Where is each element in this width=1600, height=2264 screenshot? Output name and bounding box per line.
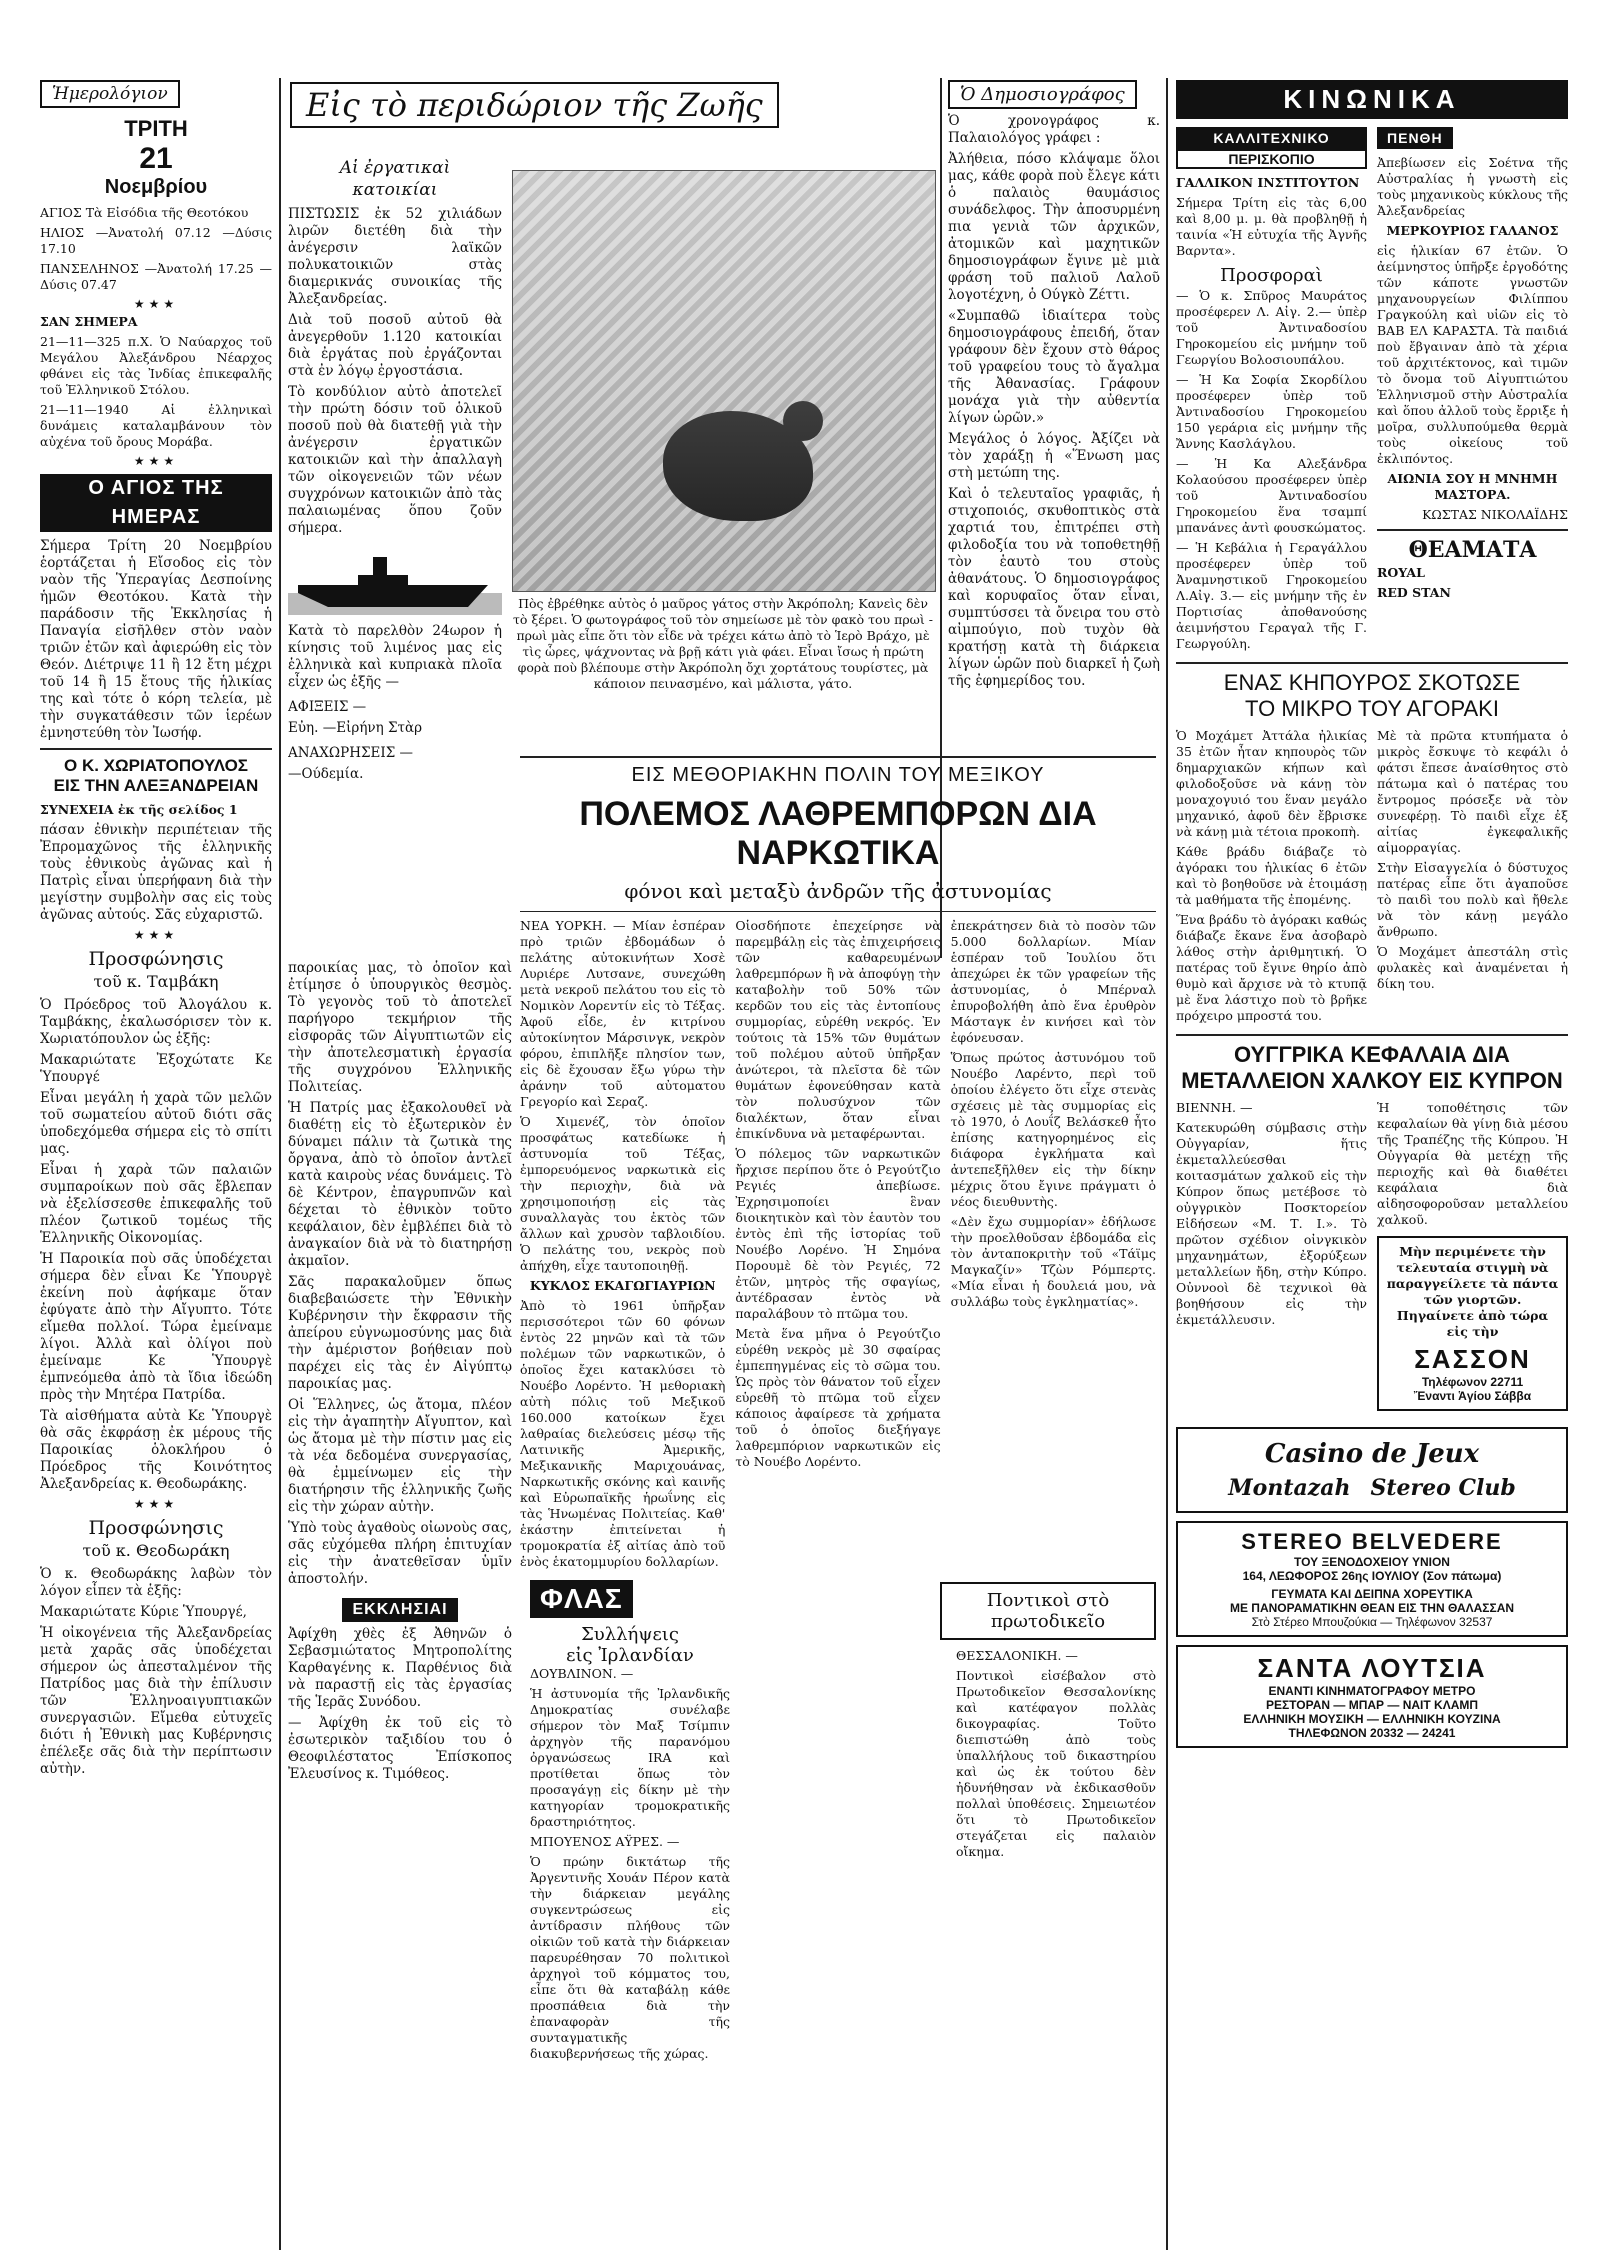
belvedere-title: STEREO BELVEDERE <box>1241 1529 1503 1554</box>
chariatopoulos-text-10: Ἡ οἰκογένεια τῆς Ἀλεξανδρείας μετὰ χαρᾶς σᾶς ὑποδέχεται σήμερον ὡς ἀπεσταλμένον τῆς Πατρίδος μας διὰ τὴν ἐπίλυσιν τῶν Ἑλληνοαιγυπτιακῶν συνεργασιῶν. Εἴμεθα εὐτυχεῖς διότι ἡ Ἐθνικὴ μας Κυβέρνησις ἐπέλεξε σᾶς διὰ τὴν περίπτωσιν αὐτὴν. <box>40 1625 272 1777</box>
santa-lucia-line-4: ΤΗΛΕΦΩΝΟΝ 20332 — 24241 <box>1288 1726 1456 1740</box>
chariatopoulos-text-7: Τὰ αἰσθήματα αὐτὰ Κε Ὑπουργὲ θὰ σᾶς ἐκφράσῃ ἐκ μέρους τῆς Παροικίας ὁλοκλήρου ὁ Πρόεδρος τῆς Κοινότητος Ἀλεξανδρείας κ. Θεοδωράκης. <box>40 1408 272 1492</box>
mourning-closing: ΑΙΩΝΙΑ ΣΟΥ Η ΜΝΗΜΗ ΜΑΣΤΟΡΑ. <box>1387 471 1558 502</box>
mexico-col3-c: «Δὲν ἔχω συμμορίαν» ἐδήλωσε τὴν προελθοῦσαν ἑβδομάδα εἰς τὸν ἀνταποκριτὴν τοῦ «Τάϊμς Μαγκαζίν» Τζὼν Ρόμπερτς. «Μία εἶναι ἡ δουλειά μου, νὰ συλλάβω τοὺς ἐγκληματίας». <box>950 1214 1156 1309</box>
copper-text-2: Ἡ τοποθέτησις τῶν κεφαλαίων θὰ γίνῃ διὰ μέσου τῆς Τραπέζης τῆς Κύπρου. Ἡ Οὐγγαρία θὰ μετέχῃ τῆς περιοχῆς καὶ θὰ διαθέτει κεφάλαια διὰ αἰδησοφοροῦσαν μεταλλείου χαλκοῦ. <box>1377 1100 1568 1227</box>
chariatopoulos-colb-4: Οἱ Ἕλληνες, ὡς ἄτομα, πλέον εἰς τὴν ἀγαπητὴν Αἴγυπτον, καὶ ὡς ἄτομα μὲ τὴν πίστιν μας εἰς τὰ νέα δεδομένα συνεργασίας, θὰ ἐμμείνωμεν εἰς τὴν διατήρησιν τῆς ἑλληνικῆς ζωῆς εἰς τὴν χώραν αὐτὴν. <box>288 1397 512 1515</box>
journalist-header: Ὁ Δημοσιογράφος <box>948 80 1137 109</box>
today-event-2: 21—11—1940 Αἱ ἑλληνικαὶ δυνάμεις καταλαμβάνουν τὸν αὐχένα τοῦ ὄρους Μοράβα. <box>40 402 272 449</box>
gardener-columns <box>1176 728 1568 1028</box>
cat-photo <box>512 170 936 592</box>
saint-of-day-text: Σήμερα Τρίτη 20 Νοεμβρίου ἑορτάζεται ἡ Εἴσοδος εἰς τὸν ναὸν τῆς Ὑπεραγίας Δεσποίνης ἡμῶν Θεοτόκου. Κατὰ τὴν παράδοσιν τῆς Ἐκκλησίας ἡ Παναγία εἰσῆλθεν στὸν ναὸν τριῶν ἐτῶν καὶ ἀφιερώθη εἰς τὸν Θεόν. Διέτριψε 11 ἢ 12 ἔτη μέχρι τοῦ 14 ἢ 15 ἔτους τῆς ἡλικίας της καὶ τότε ὁ κόρη τελεία, μὲ τὴν συγκατάθεσιν τῶν ἱερέων ἐμνηστεύθη τὸν Ἰωσήφ. <box>40 538 272 741</box>
flash-text-2: Ὁ πρώην δικτάτωρ τῆς Ἀργεντινῆς Χουάν Πέρον κατὰ τὴν διάρκειαν μεγάλης συγκεντρώσεως εἰς ἀντίδρασιν πλήθους τῶν οἰκιῶν τοῦ κατὰ τὴν διάρκειαν παρευρέθησαν 70 πολιτικοὶ ἀρχηγοὶ τοῦ κόμματος του, εἶπε ὅτι θὰ καταβάλῃ κάθε προσπάθεια διὰ τὴν ἐπαναφορὰν τῆς συνταγματικῆς διακυβερνήσεως τῆς χώρας. <box>530 1854 730 2061</box>
life-header-title: Εἰς τὸ περιδώριον τῆς Ζωῆς <box>290 82 779 128</box>
sasson-address: Ἔναντι Ἁγίου Σάββα <box>1413 1389 1532 1403</box>
chariatopoulos-colb-5: Ὑπὸ τοὺς ἀγαθοὺς οἰωνοὺς σας, σᾶς εὐχόμεθα πλήρη ἐπιτυχίαν εἰς τὴν ἀνατεθεῖσαν ὑμῖν ἀποστολήν. <box>288 1520 512 1587</box>
gardener-headline-2: ΤΟ ΜΙΚΡΟ ΤΟΥ ΑΓΟΡΑΚΙ <box>1245 696 1499 721</box>
gardener-text-5: Στὴν Εἰσαγγελία ὁ δύστυχος πατέρας εἶπε ὅτι ἀγαποῦσε τὸ παιδὶ του πολὺ καὶ ἤθελε νὰ τὸν κάνῃ μεγάλο ἄνθρωπο. <box>1377 860 1568 939</box>
calendar-month: Νοεμβρίου <box>104 176 208 198</box>
church-text-1: Ἀφίχθη χθὲς ἐξ Ἀθηνῶν ὁ Σεβασμιώτατος Μητροπολίτης Καρθαγένης κ. Παρθένιος διὰ νὰ παραστῇ εἰς τὰς ἐργασίας τῆς Ἱερᾶς Συνόδου. <box>288 1626 512 1710</box>
sasson-phone: Τηλέφωνον 22711 <box>1421 1375 1524 1389</box>
separator-stars: ★★★ <box>133 454 179 468</box>
copper-dateline: ΒΙΕΝΝΗ. — <box>1176 1100 1253 1115</box>
life-text-1: ΠΙΣΤΩΣΙΣ ἐκ 52 χιλιάδων λιρῶν διετέθη διὰ τὴν ἀνέγερσιν λαϊκῶν πολυκατοικιῶν στὰς διαμερικνάς συνοικίας τῆς Ἀλεξανδρείας. <box>288 206 502 307</box>
copper-col-2 <box>1377 1100 1568 1419</box>
mexico-col1-b: Ὁ Χιμενέζ, τὸν ὁποῖον προσφάτως κατεδίωκε ἡ ἀστυνομία τοῦ Τέξας, ἐμπορευόμενος ναρκωτικὰ εἰς τὴν περιοχὴν, διὰ νὰ χρησιμοποιήσῃ εἰς τὰς συναλλαγὰς του ἐκτὸς τῶν ἄλλων καὶ χρυσὸν ταβλοιδίου. Ὁ πελάτης του, νεκρὸς ποὺ ἀπήχθη, εἶχε ταυτοποιηθῇ. <box>520 1114 726 1273</box>
mexico-columns <box>520 918 1156 1574</box>
belvedere-ad <box>1176 1521 1568 1637</box>
chariatopoulos-text-4: Εἶναι μεγάλη ἡ χαρὰ τῶν μελῶν τοῦ σωματείου αὐτοῦ διότι σᾶς ὑποδεχόμεθα σήμερα εἰς τὸ σπίτι μας. <box>40 1090 272 1157</box>
gardener-text-4: Μὲ τὰ πρῶτα κτυπήματα ὁ μικρὸς ἔσκυψε τὸ κεφάλι ὁ φάτσι ἔπεσε ἀναίσθητος στὸ πάτωμα καὶ ὁ πατέρας του ἔντρομος πρόσεξε νὰ τὸν συνεφέρῃ. Τὸ παιδὶ εἶχε ἐξ αἰτίας ἐγκεφαλικῆς αἱμορραγίας. <box>1377 728 1568 855</box>
pontic-title-1: Ποντικοὶ στὸ <box>986 1590 1110 1611</box>
chariatopoulos-headline-1: Ο Κ. ΧΩΡΙΑΤΟΠΟΥΛΟΣ <box>64 756 248 775</box>
offer-2: — Ἡ Κα Σοφία Σκορδίλου προσέφερεν ὑπὲρ τοῦ Ἀντιναδοσίου Γηροκομείου 150 γεράρια εἰς μνήμην τῆς Ἄννης Κασλάγλου. <box>1176 372 1367 451</box>
ship-illustration <box>288 545 502 615</box>
cinema-logo-2: ΠΕΡΙΣΚΟΠΙΟ <box>1176 149 1367 169</box>
mexico-col3-a: ἐπεκράτησεν διὰ τὸ ποσὸν τῶν 5.000 δολλαρίων. Μίαν ἑσπέραν τοῦ Ἰουλίου ὅτι ἀπεχώρει ἐκ τῶν γραφείων τῆς ἀστυνομίας, ὁ Μπέρναλ ἐπυροβολήθη ἀπὸ ἕνα ἐρυθρὸν Μάσταγκ ἐν κινήσει καὶ τὸν ἐφόνευσαν. <box>950 918 1156 1045</box>
belvedere-line-3: ΓΕΥΜΑΤΑ ΚΑΙ ΔΕΙΠΝΑ ΧΟΡΕΥΤΙΚΑ <box>1271 1587 1473 1601</box>
life-column <box>288 80 502 920</box>
journalist-text-1: Ὁ χρονογράφος κ. Παλαιολόγος γράφει : <box>948 113 1160 146</box>
column-rule <box>1166 78 1168 2250</box>
today-event-1: 21—11—325 π.Χ. Ὁ Ναύαρχος τοῦ Μεγάλου Ἀλεξάνδρου Νέαρχος φθάνει εἰς τὰς Ἰνδίας ἐπικεφαλῆς τοῦ Ἑλληνικοῦ Στόλου. <box>40 334 272 397</box>
cinema-text: Σήμερα Τρίτη εἰς τὰς 6,00 καὶ 8,00 μ. μ. θὰ προβληθῇ ἡ ταινία «Ἡ εὐτυχία τῆς Ἀγνῆς Βαρντα». <box>1176 195 1367 258</box>
copper-text-1: Κατεκυρώθη σύμβασις στὴν Οὐγγαρίαν, ἥτις ἐκμεταλλεύεσθαι κοιτασμάτων χαλκοῦ εἰς τὴν Κύπρον ὅπως μετέβοσε τὸ οὐγγρικὸν Ποσκτορείον Εἰδήσεων «Μ. Τ. Ι.». Τὸ πρῶτον σχέδιον οἰνγκικὸν μηχανημάτων, ἐξορύξεων μεταλλείων ἤδη, στὴν Κύπρο. Οὐννοοὶ δὲ τεχνικοὶ θὰ βοηθήσουν εἰς τὴν ἐκμετάλλευσιν. <box>1176 1120 1367 1327</box>
journalist-text-3: «Συμπαθῶ ἰδιαίτερα τοὺς δημοσιογράφους ἐπειδή, ὅταν γράφουν δὲν ἔχουν στὸ θάρος τοῦ γραφείου τους τὸ ἄγαλμα τῆς Ἀθανασίας. Γράφουν μονάχα γιὰ τὴν αὐθεντία λίγων ὡρῶν.» <box>948 308 1160 426</box>
sasson-name: ΣΑΣΣΟΝ <box>1414 1344 1531 1374</box>
saint-logo-line2: ΗΜΕΡΑΣ <box>40 503 272 532</box>
gardener-col-1 <box>1176 728 1367 1028</box>
gardener-col-2 <box>1377 728 1568 1028</box>
mexico-col1-a: ΝΕΑ ΥΟΡΚΗ. — Μίαν ἑσπέραν πρὸ τριῶν ἐβδομάδων ὁ πελάτης αὐτοκινήτων Χοσὲ Λυριέρε Λυτσανε, συνεχώθη μετὰ νεκροῦ πελάτου του εἰς τὸ Νομικὸν Λορεντίν εἰς τὸ Τέξας. Ἀφοῦ εἶδε, ἐν κιτρίνου αὐτοκίνητον Μάρσινγκ, νεκρὸν φόρου, ἐπιπλῆξε πλησίον των, εἰς δὲ ἔχουσαν ἔξω γύρω τὴν ἀράνην τοῦ αὐτοματου Γρεγορίο καὶ Σεραζ. <box>520 918 726 1109</box>
calendar-day: ΤΡΙΤΗ <box>124 116 188 141</box>
shows-header: ΘΕΑΜΑΤΑ <box>1408 537 1537 563</box>
journalist-text-5: Καὶ ὁ τελευταῖος γραφιᾶς, ἡ στιχοποιός, σκυθοπτικὸς στὰ χαρτιά του, ἐπιτρέπει στὴ φιλοδοξία του νὰ τοποθετηθῇ τὸν ἑαυτὸ του στοὺς ἀθανάτους. Ὁ δημοσιογράφος καὶ κορυφαῖος ὅταν εἶναι, συμπτύσσει τὰ ὄνειρα του στὸ αἰμπούγιο, ποὺ τυχὸν θὰ κρατήσῃ κατὰ τὴ διάρκεια λίγων ὡρῶν ποὺ διαρκεῖ ἡ ζωὴ τῆς ἐφημερίδος του. <box>948 486 1160 689</box>
shows-item-2: RED STAN <box>1377 585 1451 600</box>
departures-list: —Ούδεμία. <box>288 766 364 782</box>
harbour-text: Κατὰ τὸ παρελθὸν 24ωρον ἡ κίνησις τοῦ λιμένος μας εἰς ἑλληνικὰ καὶ κυπριακὰ πλοῖα εἶχεν ὡς ἑξῆς — <box>288 623 502 690</box>
middle-left-column <box>288 960 512 2250</box>
greeting-2-title: Προσφώνησις <box>88 1517 224 1539</box>
life-subtitle-2: κατοικίαι <box>352 180 438 200</box>
column-rule <box>279 78 281 2250</box>
mourning-text-1: Ἀπεβίωσεν εἰς Σοέτνα τῆς Αὐστραλίας ἡ γνωστὴ εἰς τοὺς μηχανικοὺς κύκλους τῆς Ἀλεξανδρείας <box>1377 155 1568 218</box>
flash-logo: ΦΛΑΣ <box>530 1580 633 1618</box>
chariatopoulos-colb-1: παροικίας μας, τὸ ὁποῖον καὶ ἐτίμησε ὁ ὑπουργικὸς θεσμὸς. Τὸ γεγονὸς τοῦ τὸ ἀποτελεῖ παρήγορο τεκμήριον τῆς εἰσφορᾶς τῶν Αἰγυπτιωτῶν εἰς τὴν ἀποτελεσματικὴ ἐργασία τῆς συγχρόνου Ἑλληνικῆς Πολιτείας. <box>288 960 512 1095</box>
arrivals-list: Εὐη. —Εἰρήνη Στὰρ <box>288 720 423 736</box>
pontic-title-2: πρωτοδικεῖο <box>990 1611 1106 1632</box>
flash-block <box>530 1580 730 2066</box>
church-text-2: — Ἀφίχθη ἐκ τοῦ εἰς τὸ ἐσωτερικὸν ταξιδίου του ὁ Θεοφιλέστατος Ἐπίσκοπος Ἐλευσίνος κ. Τιμόθεος. <box>288 1715 512 1782</box>
flash-dateline-2: ΜΠΟΥΕΝΟΣ ΑΫΡΕΣ. — <box>530 1834 680 1849</box>
chariatopoulos-text-1: πάσαν ἐθνικὴν περιπέτειαν τῆς Ἐπρομαχῶνος τῆς ἑλληνικῆς τοὺς ἐθνικοὺς ἀγῶνας καὶ ἡ Πατρὶς εἶναι ὑπερήφανη διὰ τὴν μεγίστην συμβολὴν σας εἰς τοὺς ἀγῶνας αὐτούς. Σᾶς εὐχαριστῶ. <box>40 822 272 923</box>
ship-icon <box>288 545 502 615</box>
casino-line-2: Montazah <box>1228 1475 1351 1501</box>
divider <box>520 911 1156 912</box>
pontic-text: Ποντικοὶ εἰσέβαλον στὸ Πρωτοδικεῖον Θεσσαλονίκης καὶ κατέφαγον πολλὰς δικογραφίας. Τοῦτο διεπιστώθη ἀπὸ τοὺς ὑπαλλήλους τοῦ δικαστηρίου καὶ ὡς ἐκ τούτου δὲν ἠδυνήθησαν νὰ ἐκδικασθοῦν πολλαὶ ὑποθέσεις. Σημειωτέον ὅτι τὸ Πρωτοδικεῖον στεγάζεται εἰς παλαιὸν οἴκημα. <box>956 1668 1156 1859</box>
divider <box>520 756 1156 758</box>
photo-block <box>512 170 934 692</box>
right-column <box>1176 80 1568 2250</box>
mourning-signature: ΚΩΣΤΑΣ ΝΙΚΟΛΑΪΔΗΣ <box>1422 507 1568 522</box>
mourning-logo: ΠΕΝΘΗ <box>1377 127 1453 149</box>
departures-label: ΑΝΑΧΩΡΗΣΕΙΣ — <box>288 745 414 761</box>
flash-dateline: ΔΟΥΒΛΙΝΟΝ. — <box>530 1666 634 1681</box>
copper-col-1 <box>1176 1100 1367 1419</box>
pontic-dateline: ΘΕΣΣΑΛΟΝΙΚΗ. — <box>956 1648 1078 1663</box>
mexico-col-1 <box>520 918 725 1574</box>
continued-label: ΣΥΝΕΧΕΙΑ ἐκ τῆς σελίδος 1 <box>40 802 238 817</box>
copper-columns <box>1176 1100 1568 1419</box>
mourning-text-2: εἰς ἡλικίαν 67 ἐτῶν. Ὁ ἀείμνηστος ὑπῆρξε ἐργοδότης τῶν κάποτε γνωστῶν μηχανουργείων Φιλίππου Γραγκούλη καὶ υἱῶν εἰς τὸ ΒΑΒ ΕΛ ΚΑΡΑΣΤΑ. Τὰ παιδιά ποὺ ἔβγαιναν ἀπὸ τὰ χέρια τοῦ ἀρχιτέκτονος, καὶ τιμῶν τὸ ὄνομα τοῦ Αἰγυπτιώτου Ἑλληνισμοῦ στὴν Αὐστραλία καὶ ὅπου ἀλλοῦ τοὺς ἔρριξε ἡ μοῖρα, συλλυπούμεθα θερμὰ τοὺς οἰκείους τοῦ ἐκλιπόντος. <box>1377 243 1568 466</box>
gardener-text-1: Ὁ Μοχάμετ Ἀττάλα ἠλικίας 35 ἐτῶν ἦταν κηπουρὸς τῶν δημαρχιακῶν κήπων καὶ φιλοδοξοῦσε νὰ κάνῃ τὸν μοναχογυιό του ἕναν μεγάλο μηχανικό, ἀφοῦ δὲν ἔβρισκε νὰ κάνῃ μιὰ τέτοια προκοπὴ. <box>1176 728 1367 839</box>
chariatopoulos-text-8: Ὁ κ. Θεοδωράκης λαβὼν τὸν λόγον εἶπεν τὰ ἑξῆς: <box>40 1566 272 1599</box>
mexico-col-2 <box>735 918 940 1574</box>
saint-of-day-logo <box>40 474 272 532</box>
offers-header: Προσφοραὶ <box>1220 265 1323 286</box>
mexico-col2-c: Μετὰ ἕνα μῆνα ὁ Ρεγούτζιο εὑρέθη νεκρὸς μὲ 30 σφαίρας ἐμπεπηγμένας εἰς τὸ σῶμα του. Ὡς πρὸς τὸν θάνατον τοῦ εἶχεν εὑρεθῆ τὸ πτῶμα τοῦ εἶχεν κάποιος ἀφαίρεσε τὰ χρήματα τοῦ ὁ ὁποῖος διεξήγαγε λαθρεμπόριον ναρκωτικῶν εἰς τὸ Νουέβο Λορέντο. <box>735 1326 941 1469</box>
flash-title-1: Συλλήψεις <box>581 1624 679 1645</box>
santa-lucia-line-1: ΕΝΑΝΤΙ ΚΙΝΗΜΑΤΟΓΡΑΦΟΥ ΜΕΤΡΟ <box>1268 1684 1476 1698</box>
saint-logo-line1: Ο ΑΓΙΟΣ ΤΗΣ <box>40 474 272 503</box>
calendar-saint: ΑΓΙΟΣ Τὰ Εἰσόδια τῆς Θεοτόκου <box>40 205 249 220</box>
calendar-moon: ΠΑΝΣΕΛΗΝΟΣ —Ἀνατολή 17.25 —Δύσις 07.47 <box>40 261 272 292</box>
offer-1: — Ὁ κ. Σπῦρος Μαυράτος προσέφερεν Λ. Αἰγ. 2.— ὑπὲρ τοῦ Ἀντιναδοσίου Γηροκομείου εἰς μνήμην τοῦ Γεωργίου Βολοσιουπάλου. <box>1176 288 1367 367</box>
chariatopoulos-text-3: Μακαριώτατε Ἐξοχώτατε Κε Ὑπουργέ <box>40 1052 272 1085</box>
church-logo-wrap <box>288 1598 512 1622</box>
cinema-header: ΚΙΝΩΝΙΚΑ <box>1176 80 1568 119</box>
mexico-col2-b: Ὁ πόλεμος τῶν ναρκωτικῶν ἤρχισε περίπου ὅτε ὁ Ρεγούτζιο Ρεγιές ἀπεβίωσε. Ἐχρησιμοποίει ἓναν διοικητικὸν καὶ τὸν ἑαυτὸν του ἐντὸς ἐπὶ τῆς ἱστορίας τοῦ Νουέβο Λορένο. Ἡ Σημόνα Πορουμὲ δὲ τὸν Ρεγιές, 72 ἐτῶν, μητρὸς τῆς σφαγίως, ἀντέδρασαν ἐντὸς νὰ παραλάβουν τὸ πτῶμα του. <box>735 1146 941 1321</box>
gardener-text-3: Ἕνα βράδυ τὸ ἀγόρακι καθώς διάβαζε ἔκανε ἕνα ἀσοβαρὸ λάθος στὴν ἀριθμητική. Ὁ πατέρας τοῦ ἔγινε θηρίο ἀπὸ θυμὸ καὶ ἄρχισε νὰ τὸ κτυπᾷ μὲ ἕνα λάστιχο ποὺ τὸ βρῆκε πρόχειρο μπροστά του. <box>1176 912 1367 1023</box>
mexico-subhead: φόνοι καὶ μεταξὺ ἀνδρῶν τῆς ἀστυνομίας <box>624 879 1052 903</box>
pontic-box <box>940 1582 1156 1640</box>
journalist-text-2: Ἀλήθεια, πόσο κλάψαμε ὅλοι μας, κάθε φορὰ ποὺ ἔλεγε κάτι ὁ παλαιὸς θαυμάσιος συνάδελφος. Τὴν ἀποσυρμένη πια γενιὰ τῶν ἀρχικῶν, ἀτομικῶν καὶ μαχητικῶν δημοσιογράφων ἔγινε μὲ μιὰ φράση τοῦ παλιοῦ Λαλοῦ λογοτέχνη, ὁ Ούγκὸ Ζέττι. <box>948 151 1160 303</box>
mexico-col1-c: Ἀπὸ τὸ 1961 ὑπῆρξαν περισσότεροι τῶν 60 φόνων ἐντὸς 22 μηνῶν καὶ τὰ τῶν πολέμων τῶν ναρκωτικῶν, ὁ ὁποῖος ἔχει κατακλύσει τὸ Νουέβο Λορέντο. Ἡ μεθοριακὴ αὐτὴ πόλις τοῦ Μεξικοῦ 160.000 κατοίκων ἔχει λαθραίας διελεύσεις μέσῳ τῆς Λατινικῆς Ἀμερικῆς, Μεξικανικῆς Μαριχουάνας, Ναρκωτικῆς σκόνης καὶ καινῆς καὶ Εὐρωπαϊκῆς ἡρωΐνης εἰς τὰς Ἡνωμένας Πολιτείας. Καθ' ἑκάστην ἐπιτείνεται ἡ τρομοκρατία ἐξ αἰτίας ἀπὸ τοῦ ἑνὸς ἑκατομμυρίου δολλαρίων. <box>520 1298 726 1569</box>
chariatopoulos-text-9: Μακαριώτατε Κύριε Ὑπουργέ, <box>40 1604 247 1620</box>
mexico-col1-sub: ΚΥΚΛΟΣ ΕΚΑΓΩΓΙΑΥΡΙΩΝ <box>529 1278 716 1293</box>
mexico-kicker: ΕΙΣ ΜΕΘΟΡΙΑΚΗΝ ΠΟΛΙΝ ΤΟΥ ΜΕΞΙΚΟΥ <box>631 764 1045 786</box>
mourning-col <box>1377 127 1568 656</box>
greeting-1-title: Προσφώνησις <box>88 948 224 970</box>
calendar-sun: ΗΛΙΟΣ —Ἀνατολή 07.12 —Δύσις 17.10 <box>40 225 272 256</box>
casino-line-1: Casino de Jeux <box>1264 1439 1480 1469</box>
belvedere-line-5: Στὸ Στέρεο Μπουζούκια — Τηλέφωνον 32537 <box>1251 1615 1493 1629</box>
journalist-text-4: Μεγάλος ὁ λόγος. Ἀξίζει νὰ τὸν χαράξῃ ἡ «Ἕνωση μας στὴ μετώπη της. <box>948 431 1160 481</box>
life-text-3: Τὸ κονδύλιον αὐτὸ ἀποτελεῖ τὴν πρώτη δόσιν τοῦ ὁλικοῦ ποσοῦ ποὺ θὰ διατεθῇ γιὰ τὴν ἀνέγερσιν ἐργατικῶν κατοικιῶν καὶ τὴν ἀπαλλαγὴ τῶν οἰκογενειῶν τῶν νέων συγχρόνων κατοικιῶν ἀπὸ τὰς παλαιωμένας ὅπου ζοῦν σήμερα. <box>288 384 502 536</box>
arrivals-label: ΑΦΙΞΕΙΣ — <box>288 699 367 715</box>
calendar-header: Ἡμερολόγιον <box>40 80 180 108</box>
chariatopoulos-text-5: Εἶναι ἡ χαρὰ τῶν παλαιῶν συμπαροίκων ποὺ σᾶς ἔβλεπαν νὰ ἐξελίσσεσθε ἐπικεφαλῆς τοῦ πλέον ζωτικοῦ τομέως τῆς Ἑλληνικῆς Οἰκονομίας. <box>40 1162 272 1246</box>
chariatopoulos-colb-2: Ἡ Πατρίς μας ἐξακολουθεῖ νὰ διαθέτῃ εἰς τὸ ἐξωτερικὸν ἐν δύναμει πάλιν τὰ ζωτικὰ της ὄργανα, ἀπὸ τὸ ὁποῖον ἀντλεῖ κατὰ καιροὺς νέας δυνάμεις. Τὸ δὲ Κέντρον, ἐπαγρυπνῶν καὶ δέχεται τὸ ἐθνικὸν τοῦτο κεφάλαιον, δὲν ἐμβλέπει διὰ τὸ ἀναγκαίον διὰ νὰ τὸ διατηρήσῃ ἀκμαῖον. <box>288 1100 512 1269</box>
belvedere-line-2: 164, ΛΕΩΦΟΡΟΣ 26ης ΙΟΥΛΙΟΥ (Σον πάτωμα) <box>1242 1569 1502 1583</box>
divider <box>1377 529 1568 531</box>
chariatopoulos-headline-2: ΕΙΣ ΤΗΝ ΑΛΕΞΑΝΔΡΕΙΑΝ <box>53 776 259 795</box>
mexico-col2-a: Οἱοσδήποτε ἐπεχείρησε νὰ παρεμβάλῃ εἰς τὰς ἐπιχειρήσεις τῶν καθαρευμένων λαθρεμπόρων ἢ νὰ ἀποφύγῃ τὴν καταβολὴν τοῦ 50% τῶν κερδῶν του εἰς τὰς ἐντοπίους συμμορίας, εὑρέθη νεκρός. Ἐν τούτοις τὰ 15% τῶν θυμάτων τοῦ πολέμου αὐτοῦ ὑπῆρξαν ἀνώτεροι, τὰ πλεῖστα δὲ τῶν θυμάτων ἐφονεύθησαν κατὰ τὸν πολυσύχνον τῶν διαλέκτων, ὅταν εἶναι ἐπικίνδυνα νὰ μεταφέρωνται. <box>735 918 941 1141</box>
gardener-text-6: Ὁ Μοχάμετ ἀπεστάλη στὶς φυλακὲς καὶ ἀναμένεται ἡ δίκη του. <box>1377 944 1568 991</box>
belvedere-line-1: ΤΟΥ ΞΕΝΟΔΟΧΕΙΟΥ ΥΝΙΟΝ <box>1294 1555 1450 1569</box>
separator-stars: ★★★ <box>133 1497 179 1511</box>
separator-stars: ★★★ <box>133 928 179 942</box>
santa-lucia-line-3: ΕΛΛΗΝΙΚΗ ΜΟΥΣΙΚΗ — ΕΛΛΗΝΙΚΗ ΚΟΥΖΙΝΑ <box>1243 1712 1501 1726</box>
copper-headline-2: ΜΕΤΑΛΛΕΙΟΝ ΧΑΛΚΟΥ ΕΙΣ ΚΥΠΡΟΝ <box>1181 1068 1563 1093</box>
mexico-col3-b: Ὅπως πρώτος ἀστυνόμου τοῦ Νουέβο Λαρέντο, περὶ τοῦ ὁποίου ἐλέγετο ὅτι εἶχε στενὰς σχέσεις μὲ τὰς συμμορίας εἰς τὸ 1970, ὁ Λουΐζ Βελάσκεθ ἦτο ἐπίσης κατηγορημένος εἰς διάφορα ἐγκλήματα καὶ ἀντεπεξῆλθεν εἰς τὴν δίκην μέχρις ὅτου ἔγινε πράγματι ὁ νέος διευθυντὴς. <box>950 1050 1156 1209</box>
greeting-2-subtitle: τοῦ κ. Θεοδωράκη <box>82 1541 230 1560</box>
calendar-date: 21 <box>139 142 173 175</box>
chariatopoulos-colb-3: Σᾶς παρακαλοῦμεν ὅπως διαβεβαιώσετε τὴν Ἐθνικὴν Κυβέρνησιν τὴν ἔκφρασιν τῆς ἀπείρου εὐγνωμοσύνης μας διὰ τὴν ἀμέριστον βοήθειαν ποὺ παρέχει εἰς τὰς ἐν Αἰγύπτῳ παροικίας μας. <box>288 1274 512 1392</box>
cinema-col <box>1176 127 1367 656</box>
sasson-text: Μὴν περιμένετε τὴν τελευταία στιγμὴ νὰ παραγγείλετε τὰ πάντα τῶν γιορτῶν. Πηγαίνετε ἀπὸ τώρα εἰς τὴν <box>1386 1244 1559 1339</box>
casino-ad <box>1176 1427 1568 1513</box>
cinema-logo-1: ΚΑΛΛΙΤΕΧΝΙΚΟ <box>1176 127 1367 149</box>
divider <box>40 748 272 750</box>
casino-line-3: Stereo Club <box>1370 1475 1516 1501</box>
life-text-2: Διὰ τοῦ ποσοῦ αὐτοῦ θὰ ἀνεγερθοῦν 1.120 κατοικίαι διὰ ἐργάτας ποὺ ἐργάζονται στὰ ἐν λόγῳ ἐργοστάσια. <box>288 312 502 379</box>
mourning-name: ΜΕΡΚΟΥΡΙΟΣ ΓΑΛΑΝΟΣ <box>1386 223 1559 238</box>
life-subtitle-1: Αἱ ἐργατικαὶ <box>339 158 451 178</box>
shows-item-1: ROYAL <box>1377 565 1425 580</box>
sasson-ad <box>1377 1236 1568 1411</box>
life-header <box>290 82 930 132</box>
cinema-row <box>1176 127 1568 656</box>
chariatopoulos-text-6: Ἡ Παροικία ποὺ σᾶς ὑποδέχεται σήμερα δὲν εἶναι Κε Ὑπουργὲ ἐκείνη ποὺ ἀφήκαμε ὅταν ἐφύγατε ἀπὸ τὴν Αἴγυπτο. Τότε εἴμεθα πολλοί. Τώρα ἐμείναμε λίγοι. Ἀλλὰ καὶ ὀλίγοι ποὺ ἐμείναμε Κε Ὑπουργὲ ἐμπνεόμεθα ἀπὸ τὰ ἴδια ἰδεώδη πρὸς τὴν Μητέρα Πατρίδα. <box>40 1251 272 1403</box>
santa-lucia-title: ΣΑΝΤΑ ΛΟΥΤΣΙΑ <box>1257 1653 1487 1683</box>
photo-caption: Πὸς ἐβρέθηκε αὐτὸς ὁ μαῦρος γάτος στὴν Ἀκρόπολη; Κανεὶς δὲν τὸ ξέρει. Ὁ φωτογράφος τοῦ τὸν σημείωσε μὲ τὸν φακὸ του πρωὶ - πρωὶ μὰς εἶπε ὅτι τὸν εἶδε νὰ τρέχει κάτω ἀπὸ τὸ Ἱερὸ Βράχο, μὲ τὶς ὧρες, ψάχνοντας νὰ βρῇ κάτι γιὰ φάει. Εἶναι ἴσως ἡ πρώτη φορὰ ποὺ βλέπουμε στὴν Ἀκρόπολη ὄχι χορτάτους τουρίστες, μὰ κάποιον πεινασμένο, καὶ μάλιστα, γάτο. <box>513 596 933 691</box>
santa-lucia-ad <box>1176 1645 1568 1748</box>
belvedere-line-4: ΜΕ ΠΑΝΟΡΑΜΑΤΙΚΗΝ ΘΕΑΝ ΕΙΣ ΤΗΝ ΘΑΛΑΣΣΑΝ <box>1229 1601 1515 1615</box>
offer-4: — Ἡ Κεβάλια ἡ Γεραγάλλου προσέφερεν ὑπὲρ τοῦ Ἀναμνηστικοῦ Γηροκομείου Λ.Αἰγ. 3.— εἰς μνήμην τῆς ἐν Πορτισίας ἀποθανούσης ἀειμνήστου Γεραγαλ τῆς Γ. Γεωργούλη. <box>1176 540 1367 651</box>
santa-lucia-line-2: ΡΕΣΤΟΡΑΝ — ΜΠΑΡ — ΝΑΙΤ ΚΛΑΜΠ <box>1265 1698 1479 1712</box>
divider <box>1176 1034 1568 1036</box>
separator-stars: ★★★ <box>133 297 179 311</box>
mexico-col-3 <box>951 918 1156 1574</box>
cinema-institute: ΓΑΛΛΙΚΟΝ ΙΝΣΤΙΤΟΥΤΟΝ <box>1176 175 1360 190</box>
gardener-headline-1: ΕΝΑΣ ΚΗΠΟΥΡΟΣ ΣΚΟΤΩΣΕ <box>1223 670 1521 695</box>
mexico-headline: ΠΟΛΕΜΟΣ ΛΑΘΡΕΜΠΟΡΩΝ ΔΙΑ ΝΑΡΚΩΤΙΚΑ <box>579 795 1097 872</box>
greeting-1-subtitle: τοῦ κ. Ταμβάκη <box>93 972 219 991</box>
divider <box>1176 662 1568 664</box>
chariatopoulos-text-2: Ὁ Πρόεδρος τοῦ Ἀλογάλου κ. Ταμβάκης, ἐκαλωσόρισεν τὸν κ. Χωριατόπουλον ὡς ἑξῆς: <box>40 997 272 1047</box>
copper-headline-1: ΟΥΓΓΡΙΚΑ ΚΕΦΑΛΑΙΑ ΔΙΑ <box>1234 1042 1510 1067</box>
church-logo: ΕΚΚΛΗΣΙΑΙ <box>342 1598 457 1622</box>
gardener-text-2: Κάθε βράδυ διάβαζε τὸ ἀγόρακι του ἡλικίας 6 ἐτῶν καὶ τὸ βοηθοῦσε νὰ ἑτοιμάσῃ τὰ μαθήματα τῆς ἐπομένης. <box>1176 844 1367 907</box>
left-column <box>40 80 272 2250</box>
offer-3: — Ἡ Κα Αλεξάνδρα Κολαούσου προσέφερεν ὑπὲρ τοῦ Ἀντιναδοσίου Γηροκομείου ἕνα τσαμπί μπανάνες ἀντὶ φουσκώματος. <box>1176 456 1367 535</box>
flash-title-2: εἰς Ἰρλανδίαν <box>566 1645 694 1666</box>
flash-text: Ἡ ἀστυνομία τῆς Ἰρλανδικῆς Δημοκρατίας συνέλαβε σήμερον τὸν Μαξ Τσίμπιν ἀρχηγὸν τῆς παρανόμου ὀργανώσεως IRA καὶ προτίθεται ὅπως τὸν προσαγάγῃ εἰς δίκην μὲ τὴν κατηγορίαν τρομοκρατικῆς δραστηριότητος. <box>530 1686 730 1829</box>
today-header: ΣΑΝ ΣΗΜΕΡΑ <box>40 314 138 329</box>
